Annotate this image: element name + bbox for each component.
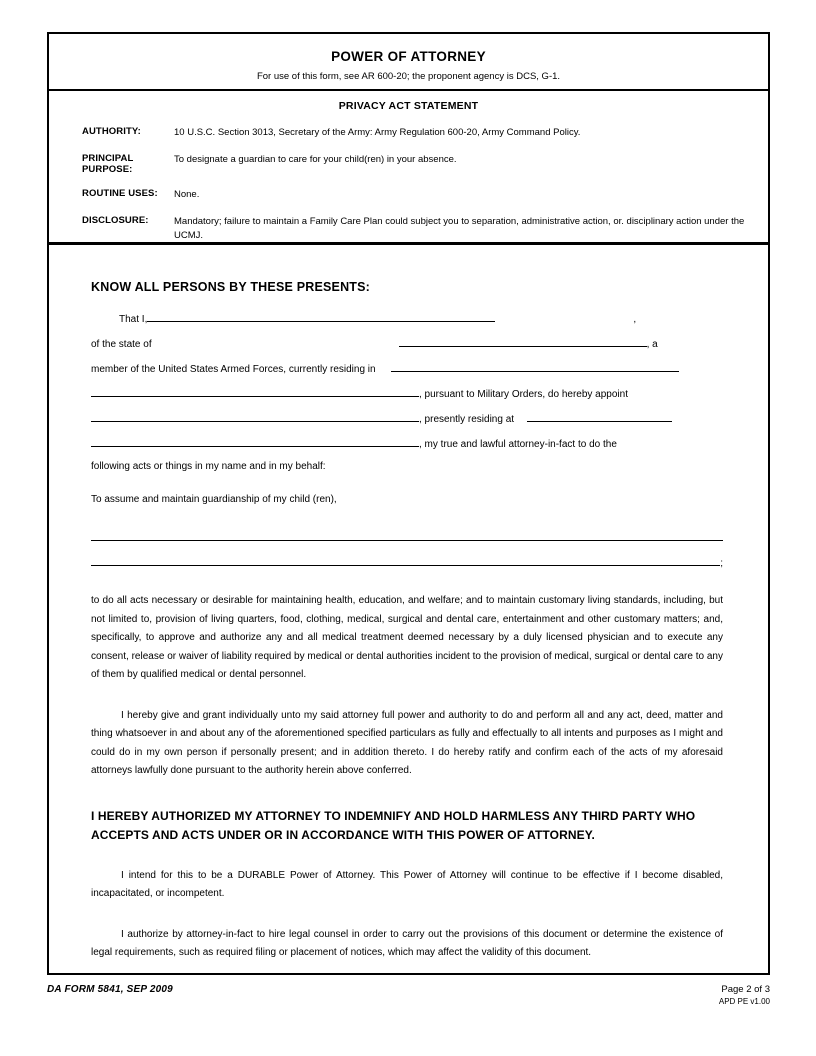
state-blank-field[interactable]	[399, 333, 647, 347]
fill-row-pursuant	[91, 383, 723, 408]
privacy-label-disclosure: DISCLOSURE:	[82, 215, 149, 226]
privacy-act-heading: PRIVACY ACT STATEMENT	[338, 100, 479, 112]
attorney-name-blank-field[interactable]	[91, 408, 419, 422]
attorney-address-continued-blank-field[interactable]	[91, 433, 419, 447]
paragraph-durable: I intend for this to be a DURABLE Power of Attorney. This Power of Attorney will continue to be effective if I become disabled, incapacitated, or incompetent.	[91, 869, 723, 899]
attorney-address-blank-field[interactable]	[527, 408, 672, 422]
fill-in-rows	[91, 308, 723, 458]
privacy-row-disclosure	[49, 215, 768, 243]
residing-in-blank-field[interactable]	[391, 358, 679, 372]
name-blank-field[interactable]	[147, 308, 495, 322]
privacy-label-authority: AUTHORITY:	[82, 126, 141, 137]
page-number-label: Page 2 of 3	[721, 984, 770, 995]
that-i-label: That I,	[119, 314, 148, 325]
form-subtitle: For use of this form, see AR 600-20; the proponent agency is DCS, G-1.	[256, 71, 561, 82]
privacy-act-section	[49, 91, 768, 245]
true-and-lawful-label: , my true and lawful attorney-in-fact to do the	[419, 439, 617, 450]
form-version-label: APD PE v1.00	[718, 997, 770, 1006]
footer-page-info	[719, 984, 770, 1008]
comma-a-label: , a	[646, 339, 658, 350]
to-assume-guardianship-label: To assume and maintain guardianship of my child (ren),	[91, 494, 337, 505]
privacy-label-routine-uses: ROUTINE USES:	[82, 188, 158, 199]
paragraph-powers: to do all acts necessary or desirable for maintaining health, education, and welfare; and to maintain customary living standards, including, but not limited to, provision of living quarters, food, clothing, medical, surgical and dental care, entertainment and other customary matters; and, specifically, to approve and authorize any and all medical treatment deemed necessary by a duly licensed physician and to execute any consent, release or waiver of liability required by medical or dental authorities incident to the provision of medical, surgical or dental care to any of them by qualified medical or dental personnel.	[91, 595, 723, 680]
guardianship-row-2	[91, 552, 723, 577]
member-armed-forces-label: member of the United States Armed Forces, currently residing in	[91, 364, 376, 375]
privacy-label-principal-purpose: PRINCIPAL PURPOSE:	[82, 153, 134, 175]
form-body	[49, 245, 768, 973]
paragraph-legal-counsel: I authorize by attorney-in-fact to hire legal counsel in order to carry out the provisions of this document or determine the existence of legal requirements, such as required filing or placement of notices, which may affect the validity of this document.	[91, 928, 723, 958]
indemnify-clause: I HEREBY AUTHORIZED MY ATTORNEY TO INDEMNIFY AND HOLD HARMLESS ANY THIRD PARTY WHO ACCEPTS AND ACTS UNDER OR IN ACCORDANCE WITH THIS POWER OF ATTORNEY.	[91, 808, 696, 842]
guardianship-row-1	[91, 527, 723, 552]
guardianship-blank-field-2[interactable]	[91, 552, 720, 566]
presently-residing-at-label: , presently residing at	[419, 414, 515, 425]
form-header	[49, 34, 768, 91]
semicolon-mark: ;	[720, 558, 723, 569]
pursuant-military-orders-label: , pursuant to Military Orders, do hereby appoint	[419, 389, 628, 400]
residing-in-continued-blank-field[interactable]	[91, 383, 419, 397]
comma-after-name: ,	[633, 314, 637, 325]
fill-row-name	[91, 308, 723, 333]
paragraph-grant-authority: I hereby give and grant individually unto my said attorney full power and authority to do and perform all and any act, deed, matter and thing whatsoever in and about any of the aforementioned specified particulars as fully and effectually to all intents and purposes as I might and could do in my own person if personally present; and in addition thereto. I do hereby ratify and confirm each of the acts of my aforesaid attorneys lawfully done pursuant to the authority herein above conferred.	[91, 709, 723, 776]
privacy-value-authority: 10 U.S.C. Section 3013, Secretary of the Army: Army Regulation 600-20, Army Command Policy.	[174, 127, 581, 138]
fill-row-residing-in	[91, 358, 723, 383]
fill-row-attorney-name	[91, 408, 723, 433]
privacy-value-routine-uses: None.	[174, 189, 200, 200]
fill-row-true-lawful	[91, 433, 723, 458]
privacy-value-disclosure: Mandatory; failure to maintain a Family Care Plan could subject you to separation, administrative action, or. disciplinary action under the UCMJ.	[174, 216, 745, 241]
privacy-row-routine-uses	[49, 188, 768, 202]
know-all-persons-heading: KNOW ALL PERSONS BY THESE PRESENTS:	[91, 280, 371, 294]
privacy-row-principal-purpose	[49, 153, 768, 175]
following-acts-label: following acts or things in my name and in my behalf:	[91, 461, 326, 472]
guardianship-blank-field-1[interactable]	[91, 527, 723, 541]
form-id-label: DA FORM 5841, SEP 2009	[47, 984, 173, 995]
fill-row-state	[91, 333, 723, 358]
page-title: POWER OF ATTORNEY	[331, 49, 486, 64]
privacy-act-rows	[49, 126, 768, 243]
of-the-state-of-label: of the state of	[91, 339, 152, 350]
privacy-value-principal-purpose: To designate a guardian to care for your child(ren) in your absence.	[174, 154, 457, 165]
privacy-row-authority	[49, 126, 768, 140]
guardianship-blank-lines	[91, 527, 723, 577]
